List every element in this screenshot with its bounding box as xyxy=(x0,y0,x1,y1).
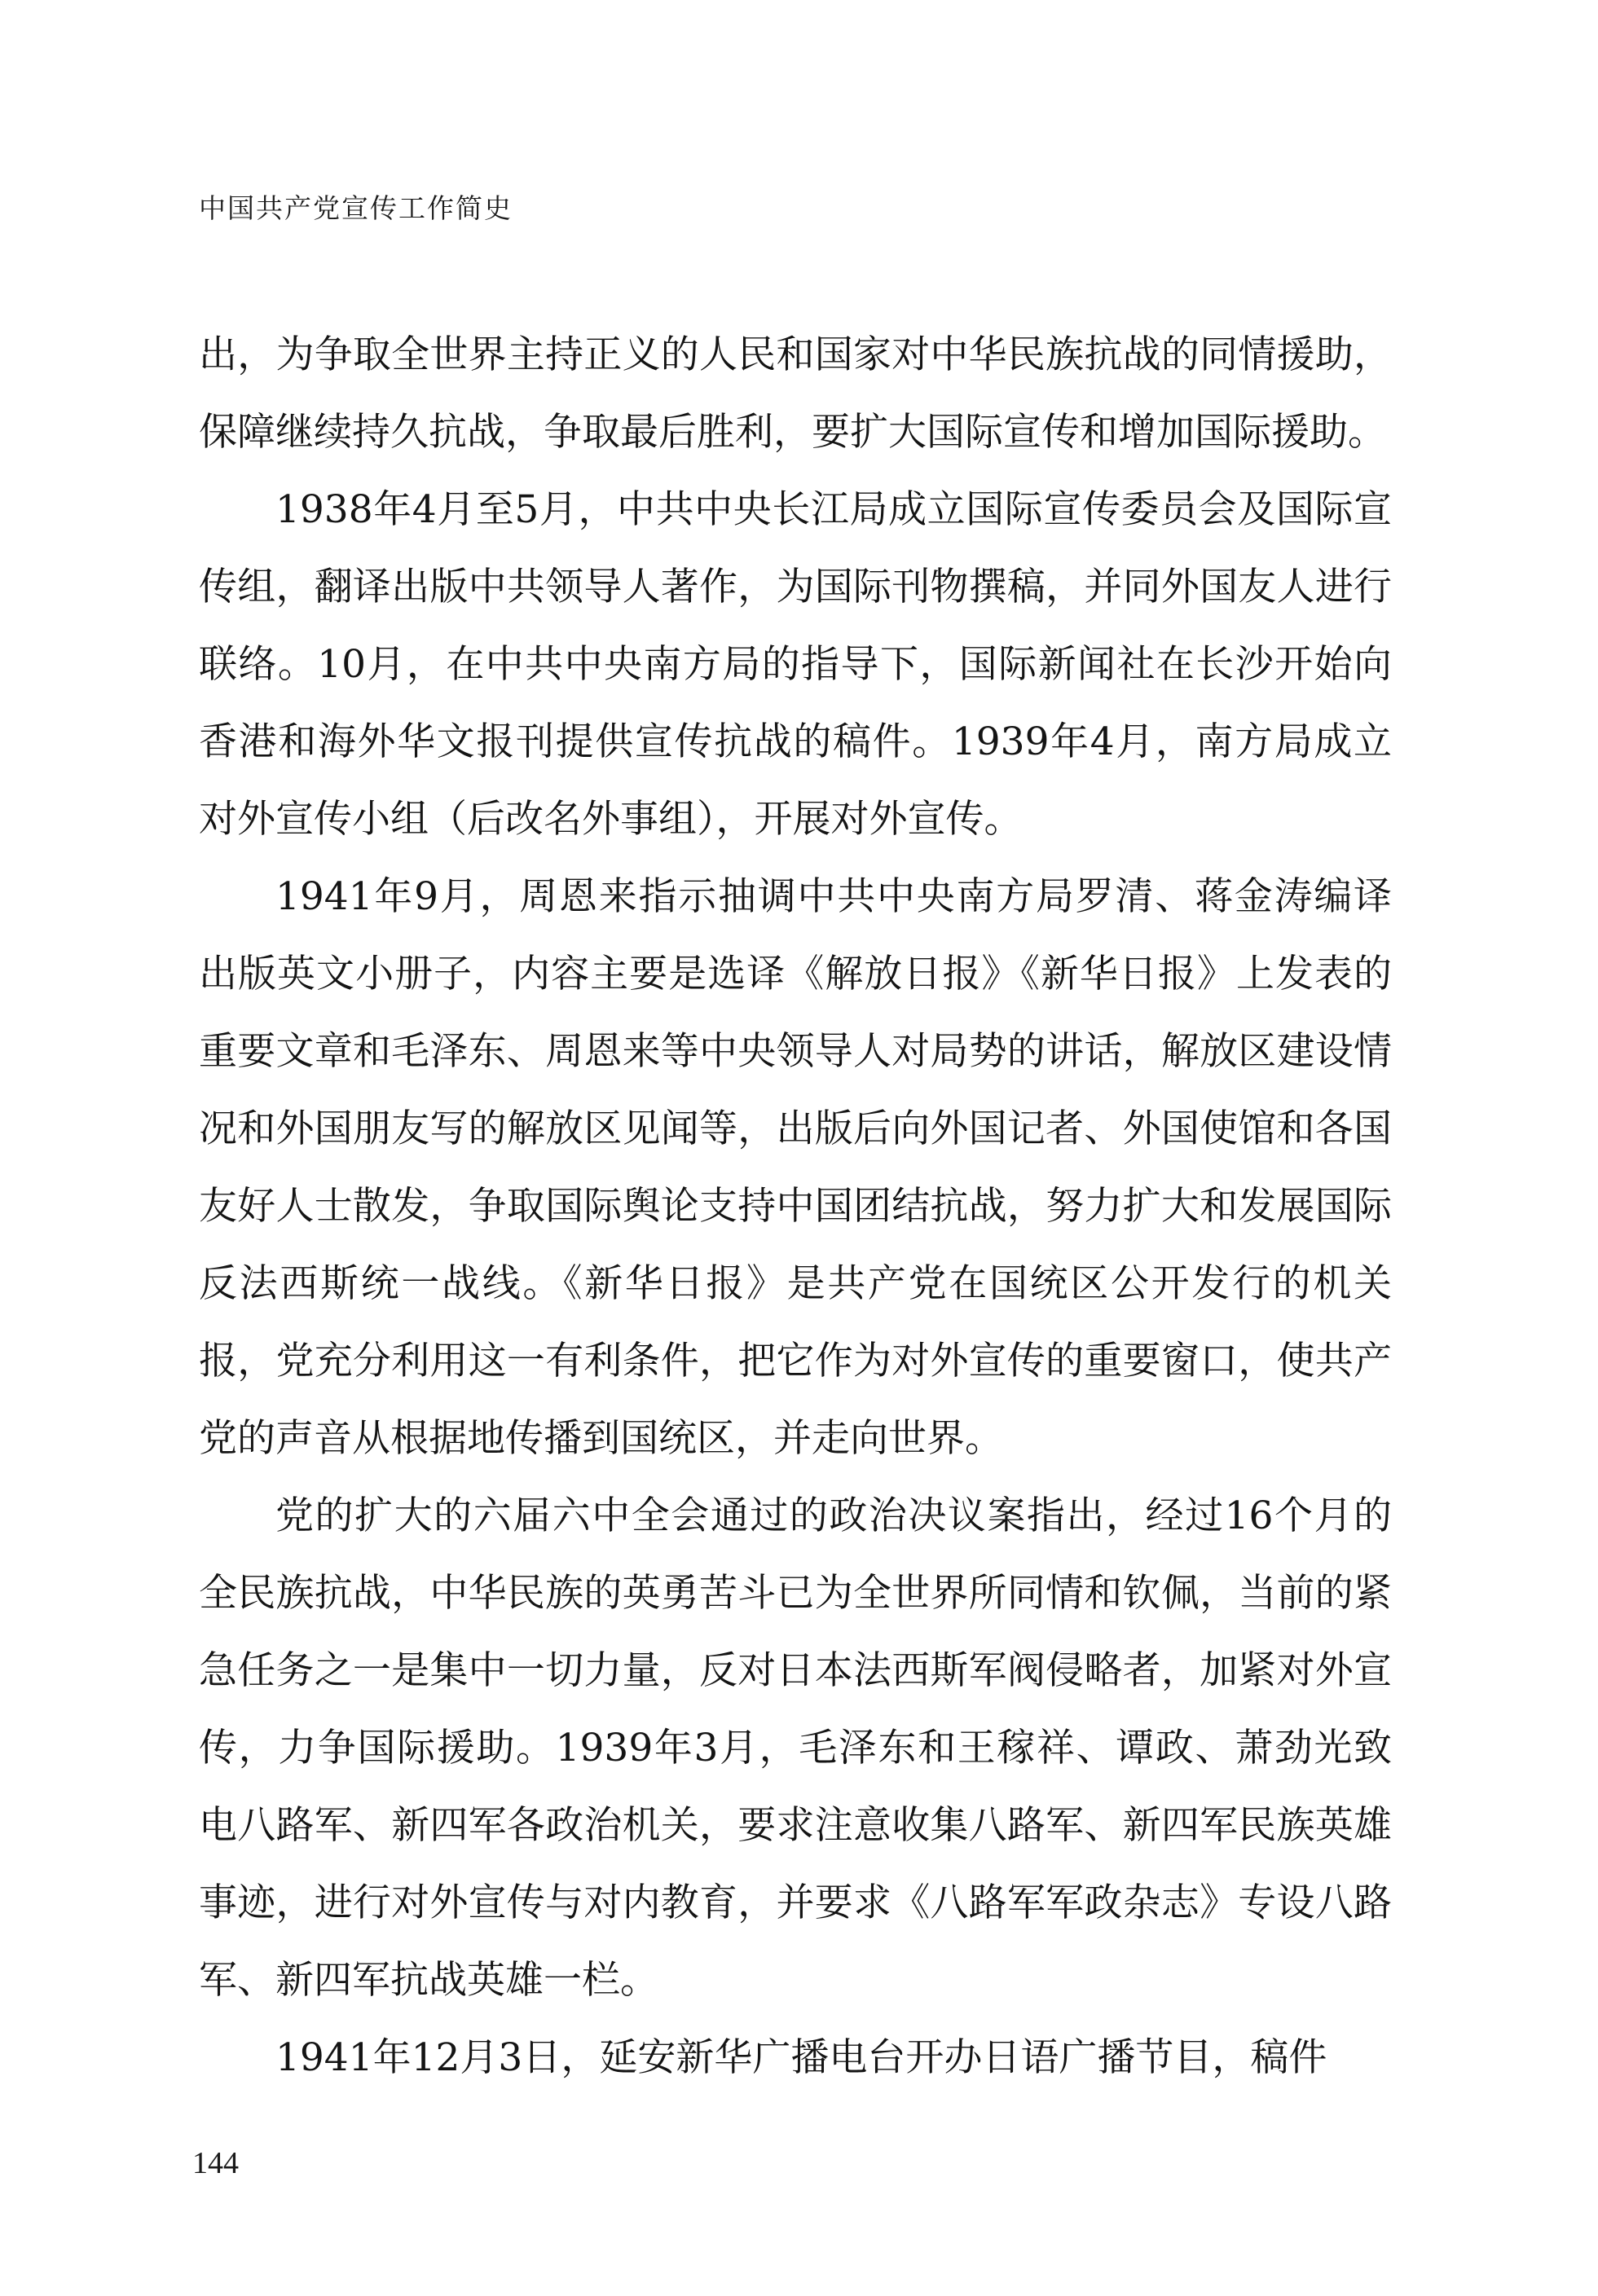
paragraph-continued: 出，为争取全世界主持正义的人民和国家对中华民族抗战的同情援助，保障继续持久抗战，争取最后胜利，要扩大国际宣传和增加国际援助。 xyxy=(199,332,1392,455)
page-number: 144 xyxy=(192,2146,239,2180)
paragraph-sixth-plenum-resolution: 党的扩大的六届六中全会通过的政治决议案指出，经过16个月的全民族抗战，中华民族的英勇苦斗已为全世界所同情和钦佩，当前的紧急任务之一是集中一切力量，反对日本法西斯军阀侵略者，加紧对外宣传，力争国际援助。1939年3月，毛泽东和王稼祥、谭政、萧劲光致电八路军、新四军各政治机关，要求注意收集八路军、新四军民族英雄事迹，进行对外宣传与对内教育，并要求《八路军军政杂志》专设八路军、新四军抗战英雄一栏。 xyxy=(199,1493,1392,2003)
paragraph-1938-changjiang-bureau: 1938年4月至5月，中共中央长江局成立国际宣传委员会及国际宣传组，翻译出版中共领导人著作，为国际刊物撰稿，并同外国友人进行联络。10月，在中共中央南方局的指导下，国际新闻社在长沙开始向香港和海外华文报刊提供宣传抗战的稿件。1939年4月，南方局成立对外宣传小组（后改名外事组），开展对外宣传。 xyxy=(199,487,1392,842)
paragraph-1941-english-pamphlets: 1941年9月，周恩来指示抽调中共中央南方局罗清、蒋金涛编译出版英文小册子，内容主要是选译《解放日报》《新华日报》上发表的重要文章和毛泽东、周恩来等中央领导人对局势的讲话，解放区建设情况和外国朋友写的解放区见闻等，出版后向外国记者、外国使馆和各国友好人士散发，争取国际舆论支持中国团结抗战，努力扩大和发展国际反法西斯统一战线。《新华日报》是共产党在国统区公开发行的机关报，党充分利用这一有利条件，把它作为对外宣传的重要窗口，使共产党的声音从根据地传播到国统区，并走向世界。 xyxy=(199,874,1392,1461)
paragraph-1941-japanese-broadcast: 1941年12月3日，延安新华广播电台开办日语广播节目，稿件 xyxy=(275,2035,1327,2080)
running-head: 中国共产党宣传工作简史 xyxy=(199,192,513,224)
body-text xyxy=(199,316,1392,2096)
